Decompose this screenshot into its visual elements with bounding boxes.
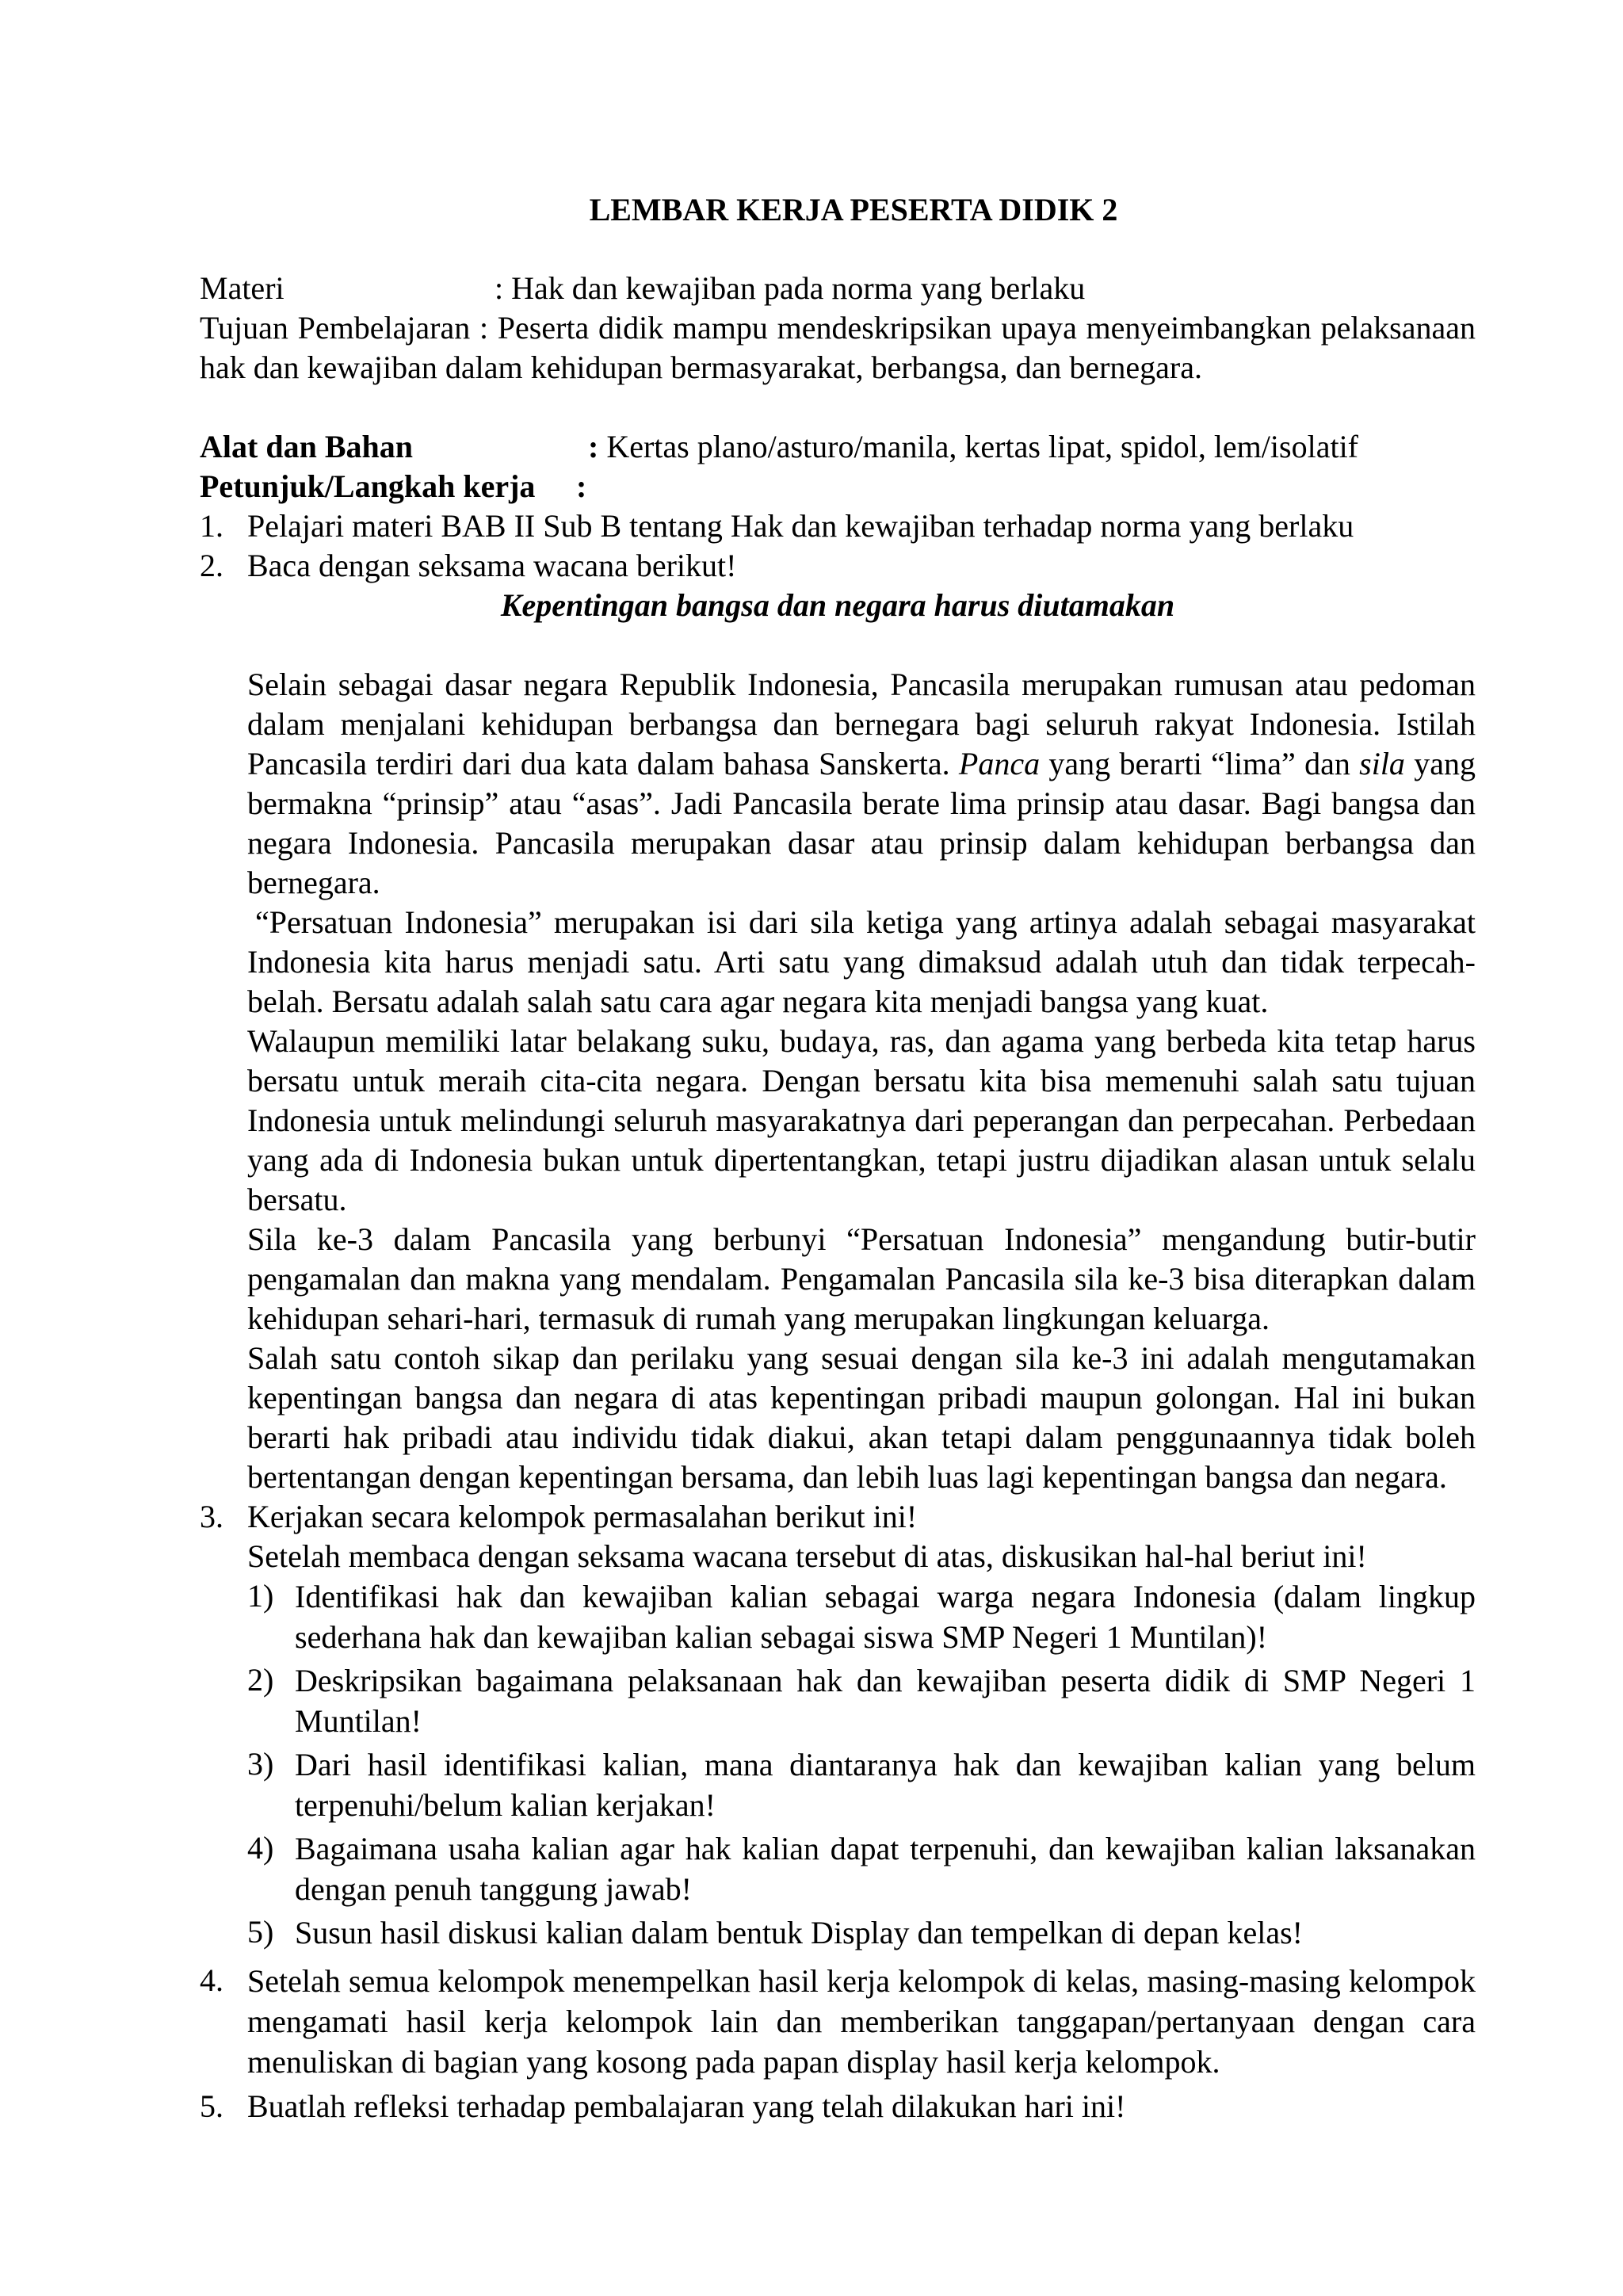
discussion-text: Identifikasi hak dan kewajiban kalian sebagai warga negara Indonesia (dalam lingkup sederhana hak dan kewajiban kalian sebagai siswa SMP Negeri 1 Muntilan)! <box>295 1579 1476 1655</box>
materi-row <box>200 269 1476 308</box>
step-body <box>247 1497 1476 1956</box>
passage-paragraph: “Persatuan Indonesia” merupakan isi dari sila ketiga yang artinya adalah sebagai masyarakat Indonesia kita harus menjadi satu. Arti satu yang dimaksud adalah utuh dan tidak terpecah-belah. Bersatu adalah salah satu cara agar negara kita menjadi bangsa yang kuat. <box>247 904 1476 1019</box>
step-item <box>200 546 1476 586</box>
discussion-text: Susun hasil diskusi kalian dalam bentuk Display dan tempelkan di depan kelas! <box>295 1915 1303 1950</box>
discussion-number: 1) <box>247 1578 274 1614</box>
alat-value: Kertas plano/asturo/manila, kertas lipat, spidol, lem/isolatif <box>606 429 1358 464</box>
materi-label: Materi <box>200 270 285 306</box>
tujuan-text: Peserta didik mampu mendeskripsikan upaya menyeimbangkan pelaksanaan hak dan kewajiban dalam kehidupan bermasyarakat, berbangsa, dan bernegara. <box>200 310 1476 385</box>
discussion-item <box>247 1576 1476 1657</box>
tujuan-label: Tujuan Pembelajaran <box>200 310 471 346</box>
step-item <box>200 2087 1476 2126</box>
alat-row <box>200 427 1476 467</box>
materi-value: Hak dan kewajiban pada norma yang berlaku <box>511 270 1086 306</box>
passage-text: yang bermakna “prinsip” atau “asas”. Jadi Pancasila berate lima prinsip atau dasar. Bagi bangsa dan negara Indonesia. Pancasila merupakan dasar atau prinsip dalam kehidupan berbangsa dan bernegara. <box>247 746 1476 900</box>
alat-separator: : <box>588 429 599 464</box>
step-number: 5. <box>200 2088 223 2124</box>
step-text: Pelajari materi BAB II Sub B tentang Hak dan kewajiban terhadap norma yang berlaku <box>247 508 1354 544</box>
passage-italic-term: sila <box>1359 746 1405 781</box>
petunjuk-separator: : <box>576 468 587 504</box>
passage-text: Selain sebagai dasar negara Republik Indonesia, Pancasila merupakan rumusan atau pedoman dalam menjalani kehidupan berbangsa dan bernegara bagi seluruh rakyat Indonesia. Istilah Pancasila terdiri dari dua kata dalam bahasa Sanskerta. <box>247 667 1476 781</box>
discussion-item <box>247 1744 1476 1825</box>
steps-list <box>200 506 1476 586</box>
discussion-text: Bagaimana usaha kalian agar hak kalian dapat terpenuhi, dan kewajiban kalian laksanakan dengan penuh tanggung jawab! <box>295 1831 1476 1907</box>
discussion-number: 3) <box>247 1746 274 1782</box>
tujuan-separator: : <box>479 310 489 346</box>
step-text: Baca dengan seksama wacana berikut! <box>247 548 737 583</box>
step-text: Kerjakan secara kelompok permasalahan berikut ini! <box>247 1499 918 1534</box>
passage-paragraph: Salah satu contoh sikap dan perilaku yang sesuai dengan sila ke-3 ini adalah mengutamakan kepentingan bangsa dan negara di atas kepentingan pribadi maupun golongan. Hal ini bukan berarti hak pribadi atau individu tidak diakui, akan tetapi dalam penggunaannya tidak boleh bertentangan dengan kepentingan bersama, dan lebih luas lagi kepentingan bangsa dan negara. <box>247 1340 1476 1495</box>
discussion-item <box>247 1828 1476 1909</box>
passage-paragraph <box>247 665 1476 903</box>
passage-text: yang berarti “lima” dan <box>1040 746 1360 781</box>
step-number: 3. <box>200 1499 223 1534</box>
step-text: Setelah semua kelompok menempelkan hasil kerja kelompok di kelas, masing-masing kelompok mengamati hasil kerja kelompok lain dan memberikan tanggapan/pertanyaan dengan cara menuliskan di bagian yang kosong pada papan display hasil kerja kelompok. <box>247 1963 1476 2080</box>
step-text: Buatlah refleksi terhadap pembalajaran yang telah dilakukan hari ini! <box>247 2088 1126 2124</box>
steps-list-continued <box>200 1497 1476 2126</box>
petunjuk-label: Petunjuk/Langkah kerja <box>200 468 536 504</box>
passage-paragraph: Sila ke-3 dalam Pancasila yang berbunyi “Persatuan Indonesia” mengandung butir-butir pengamalan dan makna yang mendalam. Pengamalan Pancasila sila ke-3 bisa diterapkan dalam kehidupan sehari-hari, termasuk di rumah yang merupakan lingkungan keluarga. <box>247 1221 1476 1336</box>
step-number: 2. <box>200 548 223 583</box>
step-number: 1. <box>200 508 223 544</box>
discussion-text: Deskripsikan bagaimana pelaksanaan hak dan kewajiban peserta didik di SMP Negeri 1 Muntilan! <box>295 1663 1476 1739</box>
step-number: 4. <box>200 1962 223 1998</box>
step-item <box>200 506 1476 546</box>
discussion-number: 4) <box>247 1830 274 1866</box>
discussion-number: 2) <box>247 1662 274 1698</box>
alat-label: Alat dan Bahan <box>200 429 413 464</box>
spacer <box>200 388 1476 427</box>
passage-paragraph: Walaupun memiliki latar belakang suku, budaya, ras, dan agama yang berbeda kita tetap harus bersatu untuk meraih cita-cita negara. Dengan bersatu kita bisa memenuhi salah satu tujuan Indonesia untuk melindungi seluruh masyarakatnya dari peperangan dan perpecahan. Perbedaan yang ada di Indonesia bukan untuk dipertentangkan, tetapi justru dijadikan alasan untuk selalu bersatu. <box>247 1023 1476 1217</box>
discussion-list <box>247 1576 1476 1953</box>
passage <box>200 665 1476 1497</box>
passage-title: Kepentingan bangsa dan negara harus diutamakan <box>500 587 1175 623</box>
step-item <box>200 1961 1476 2082</box>
discussion-text: Dari hasil identifikasi kalian, mana diantaranya hak dan kewajiban kalian yang belum terpenuhi/belum kalian kerjakan! <box>295 1747 1476 1823</box>
page-title: LEMBAR KERJA PESERTA DIDIK 2 <box>589 192 1118 227</box>
materi-separator: : <box>495 270 504 306</box>
step-intro: Setelah membaca dengan seksama wacana tersebut di atas, diskusikan hal-hal beriut ini! <box>247 1538 1367 1574</box>
discussion-item <box>247 1660 1476 1741</box>
discussion-item <box>247 1912 1476 1953</box>
discussion-number: 5) <box>247 1914 274 1950</box>
step-item <box>200 1497 1476 1956</box>
tujuan-row <box>200 308 1476 388</box>
passage-italic-term: Panca <box>958 746 1041 781</box>
petunjuk-row <box>200 467 1476 506</box>
